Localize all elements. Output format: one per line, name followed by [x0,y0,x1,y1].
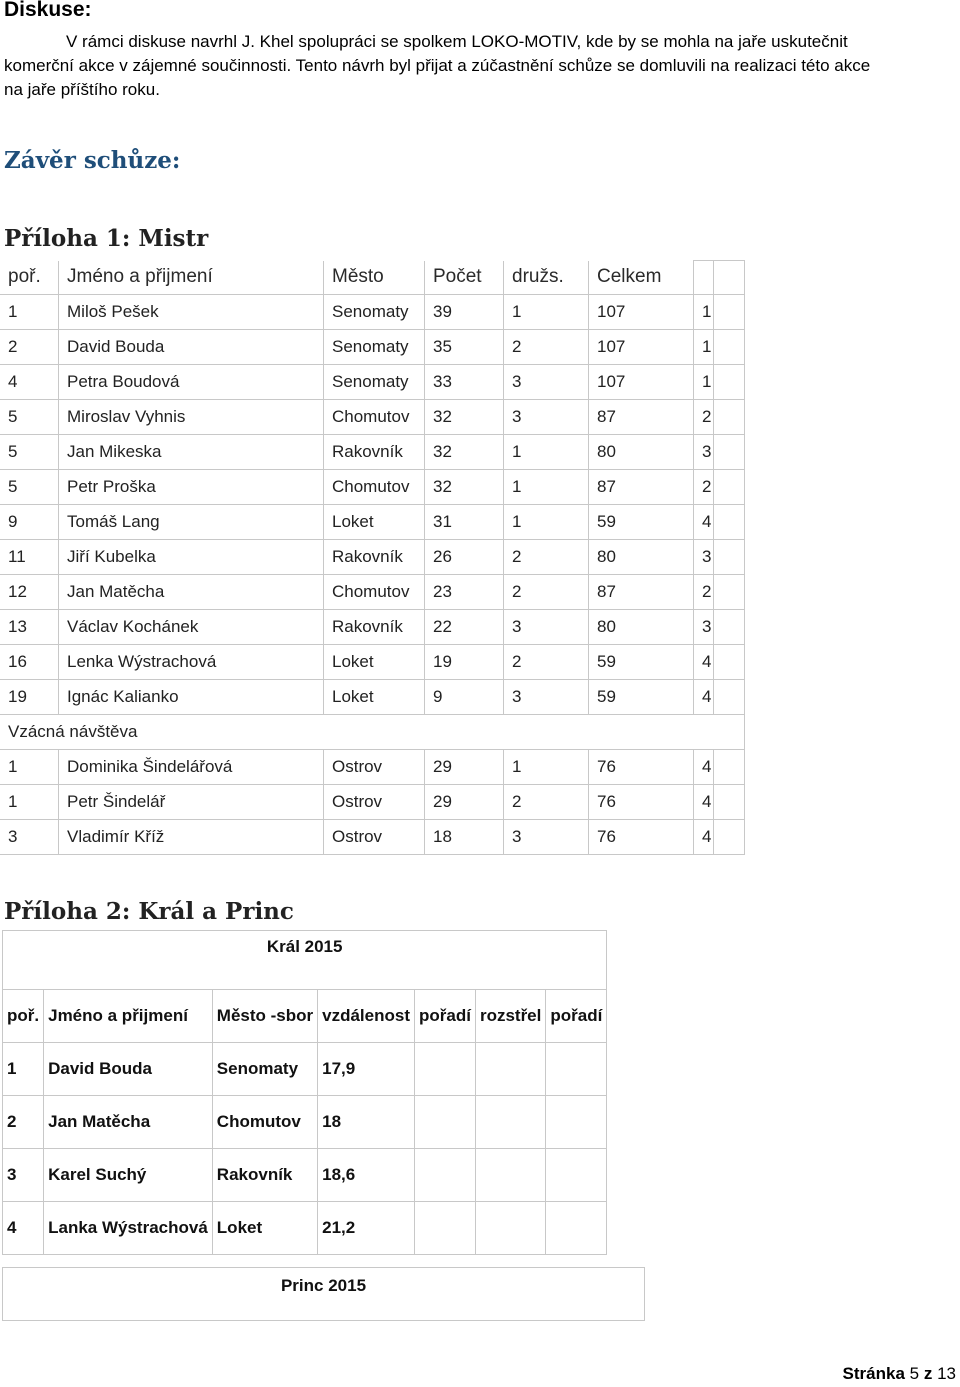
table-cell: 80 [589,435,694,470]
table-cell: 11 [0,540,59,575]
table-cell: Rakovník [324,435,425,470]
col-header: Počet [425,261,504,295]
empty-cell [714,435,745,470]
table-cell: 1 [504,295,589,330]
table-cell: 9 [425,680,504,715]
table-cell: Tomáš Lang [59,505,324,540]
table-cell: 107 [589,295,694,330]
table-cell: 22 [425,610,504,645]
table-cell: 1 [694,365,714,400]
table-cell: 19 [0,680,59,715]
kral-title-row [3,931,607,990]
table-row [0,610,745,645]
table-cell: 1 [504,505,589,540]
table-cell: 4 [694,645,714,680]
table-cell: 1 [504,435,589,470]
table-row [0,645,745,680]
table-cell: 76 [589,750,694,785]
table-cell: Jan Mikeska [59,435,324,470]
kral-table-body [3,1043,607,1255]
table-cell: Rakovník [324,610,425,645]
table-cell [415,1096,476,1149]
table-cell: 87 [589,470,694,505]
table-cell: 2 [694,470,714,505]
table-cell: 32 [425,435,504,470]
table-cell: 32 [425,400,504,435]
table-cell: 39 [425,295,504,330]
page-footer [843,1364,956,1384]
table-row [0,680,745,715]
table-cell: 5 [0,470,59,505]
table-row [0,820,745,855]
table-cell: 29 [425,750,504,785]
empty-cell [714,505,745,540]
table-cell: 2 [504,540,589,575]
table-cell: 1 [0,750,59,785]
table-cell: 107 [589,365,694,400]
table-cell: 17,9 [318,1043,415,1096]
table-cell: 5 [0,435,59,470]
table-cell: 4 [0,365,59,400]
table-cell [546,1149,607,1202]
table-cell: 33 [425,365,504,400]
table-cell: 2 [0,330,59,365]
col-header: poř. [3,990,44,1043]
table-cell: 4 [694,750,714,785]
table-cell: Ostrov [324,785,425,820]
table-cell: Lanka Wýstrachová [44,1202,213,1255]
table-cell: Ostrov [324,750,425,785]
table-row [0,575,745,610]
table-cell: Václav Kochánek [59,610,324,645]
table-cell: 1 [0,295,59,330]
kral-table [2,930,607,1255]
empty-cell [714,400,745,435]
col-header: Celkem [589,261,694,295]
table-cell: 59 [589,645,694,680]
empty-cell [714,785,745,820]
table-cell: 4 [3,1202,44,1255]
table-cell: 76 [589,820,694,855]
table-cell: 4 [694,505,714,540]
table-cell: 19 [425,645,504,680]
table-cell: 1 [694,330,714,365]
table-cell: Chomutov [212,1096,317,1149]
empty-cell [714,295,745,330]
mistr-table-body [0,295,745,715]
table-cell: 3 [504,680,589,715]
table-cell: 1 [0,785,59,820]
col-header: poř. [0,261,59,295]
table-cell: 2 [504,330,589,365]
paragraph-line: V rámci diskuse navrhl J. Khel spolupráci se spolkem LOKO-MOTIV, kde by se mohla na jaře uskutečnit [66,32,848,51]
table-cell [475,1149,545,1202]
table-cell: Senomaty [324,295,425,330]
empty-cell [714,820,745,855]
table-cell: 1 [504,750,589,785]
empty-cell [714,610,745,645]
table-cell: 3 [694,610,714,645]
table-cell: 18 [425,820,504,855]
table-cell: 23 [425,575,504,610]
empty-cell [694,261,714,295]
table-cell: 4 [694,820,714,855]
table-row [0,540,745,575]
table-cell: Karel Suchý [44,1149,213,1202]
table-row [0,785,745,820]
table-cell: 2 [694,575,714,610]
table-row [3,1096,607,1149]
empty-cell [714,261,745,295]
table-cell: Rakovník [324,540,425,575]
table-cell: 9 [0,505,59,540]
table-cell: 18,6 [318,1149,415,1202]
table-cell: 1 [3,1043,44,1096]
table-cell: Senomaty [324,330,425,365]
table-header-row [3,990,607,1043]
table-cell [415,1149,476,1202]
table-cell: 4 [694,785,714,820]
table-cell: 21,2 [318,1202,415,1255]
table-cell: 2 [504,645,589,680]
table-cell: 3 [504,365,589,400]
table-cell: 5 [0,400,59,435]
table-cell: Chomutov [324,575,425,610]
table-row [0,470,745,505]
table-cell: 4 [694,680,714,715]
section-heading-diskuse: Diskuse: [4,0,92,21]
table-row [0,435,745,470]
table-cell: 35 [425,330,504,365]
table-cell: 3 [3,1149,44,1202]
table-cell: Chomutov [324,470,425,505]
col-header: Jméno a přijmení [44,990,213,1043]
diskuse-paragraph [4,30,944,102]
section-heading-priloha2: Příloha 2: Král a Princ [4,898,294,925]
table-cell: 32 [425,470,504,505]
table-cell: 2 [504,785,589,820]
table-cell: Ostrov [324,820,425,855]
empty-cell [714,470,745,505]
footer-total: 13 [937,1364,956,1383]
table-cell: 3 [504,820,589,855]
table-cell: 3 [694,540,714,575]
col-header: vzdálenost [318,990,415,1043]
table-cell: 107 [589,330,694,365]
table-cell: Rakovník [212,1149,317,1202]
table-cell: Jiří Kubelka [59,540,324,575]
table-cell: 1 [504,470,589,505]
table-cell: Dominika Šindelářová [59,750,324,785]
table-cell: Loket [212,1202,317,1255]
table-cell: 59 [589,680,694,715]
table-row [3,1202,607,1255]
footer-label: Stránka [842,1364,905,1383]
empty-cell [714,365,745,400]
table-row [0,330,745,365]
table-cell: 2 [3,1096,44,1149]
table-cell [415,1043,476,1096]
table-cell [546,1202,607,1255]
table-cell: 87 [589,575,694,610]
guest-label: Vzácná návštěva [0,715,745,750]
table-cell: 31 [425,505,504,540]
table-cell: 18 [318,1096,415,1149]
table-cell: 3 [504,610,589,645]
table-cell: Senomaty [212,1043,317,1096]
empty-cell [714,575,745,610]
table-cell [546,1096,607,1149]
empty-cell [714,750,745,785]
table-cell: 2 [694,400,714,435]
table-cell: 3 [694,435,714,470]
paragraph-line: na jaře příštího roku. [4,80,160,99]
table-cell: Loket [324,680,425,715]
table-cell [546,1043,607,1096]
table-row [3,1043,607,1096]
table-cell: 26 [425,540,504,575]
table-row [0,750,745,785]
col-header: rozstřel [475,990,545,1043]
guest-label-row [0,715,745,750]
table-cell [475,1096,545,1149]
paragraph-line: komerční akce v zájemné součinnosti. Tento návrh byl přijat a zúčastnění schůze se domluvili na realizaci této akce [4,56,871,75]
table-cell: Jan Matěcha [59,575,324,610]
table-cell: David Bouda [59,330,324,365]
col-header: pořadí [546,990,607,1043]
table-cell: Miroslav Vyhnis [59,400,324,435]
col-header: Jméno a přijmení [59,261,324,295]
kral-title: Král 2015 [3,931,607,990]
table-cell: 2 [504,575,589,610]
table-cell: Petr Šindelář [59,785,324,820]
table-cell: Vladimír Kříž [59,820,324,855]
table-cell: 13 [0,610,59,645]
mistr-table [0,260,745,855]
table-cell: Miloš Pešek [59,295,324,330]
table-cell: Chomutov [324,400,425,435]
table-cell: 80 [589,540,694,575]
table-row [0,365,745,400]
table-cell: 1 [694,295,714,330]
table-row [3,1149,607,1202]
table-row [0,295,745,330]
table-cell: Jan Matěcha [44,1096,213,1149]
table-cell: Petr Proška [59,470,324,505]
table-cell: Loket [324,645,425,680]
princ-title: Princ 2015 [2,1267,645,1321]
empty-cell [714,645,745,680]
guest-table-body [0,750,745,855]
section-heading-priloha1: Příloha 1: Mistr [4,225,209,252]
table-header-row [0,261,745,295]
col-header: Město -sbor [212,990,317,1043]
col-header: družs. [504,261,589,295]
table-cell [475,1043,545,1096]
table-cell: 80 [589,610,694,645]
table-cell [475,1202,545,1255]
footer-of: z [923,1364,933,1383]
table-cell: Ignác Kalianko [59,680,324,715]
table-cell [415,1202,476,1255]
table-cell: 16 [0,645,59,680]
empty-cell [714,680,745,715]
empty-cell [714,540,745,575]
table-cell: 3 [0,820,59,855]
table-cell: 12 [0,575,59,610]
table-cell: 29 [425,785,504,820]
table-cell: Lenka Wýstrachová [59,645,324,680]
col-header: Město [324,261,425,295]
empty-cell [714,330,745,365]
table-cell: 76 [589,785,694,820]
table-cell: David Bouda [44,1043,213,1096]
table-cell: Loket [324,505,425,540]
table-row [0,400,745,435]
table-cell: Senomaty [324,365,425,400]
footer-page: 5 [909,1364,920,1383]
table-cell: 3 [504,400,589,435]
table-row [0,505,745,540]
section-heading-zaver: Závěr schůze: [4,147,181,174]
table-cell: 87 [589,400,694,435]
col-header: pořadí [415,990,476,1043]
table-cell: Petra Boudová [59,365,324,400]
table-cell: 59 [589,505,694,540]
